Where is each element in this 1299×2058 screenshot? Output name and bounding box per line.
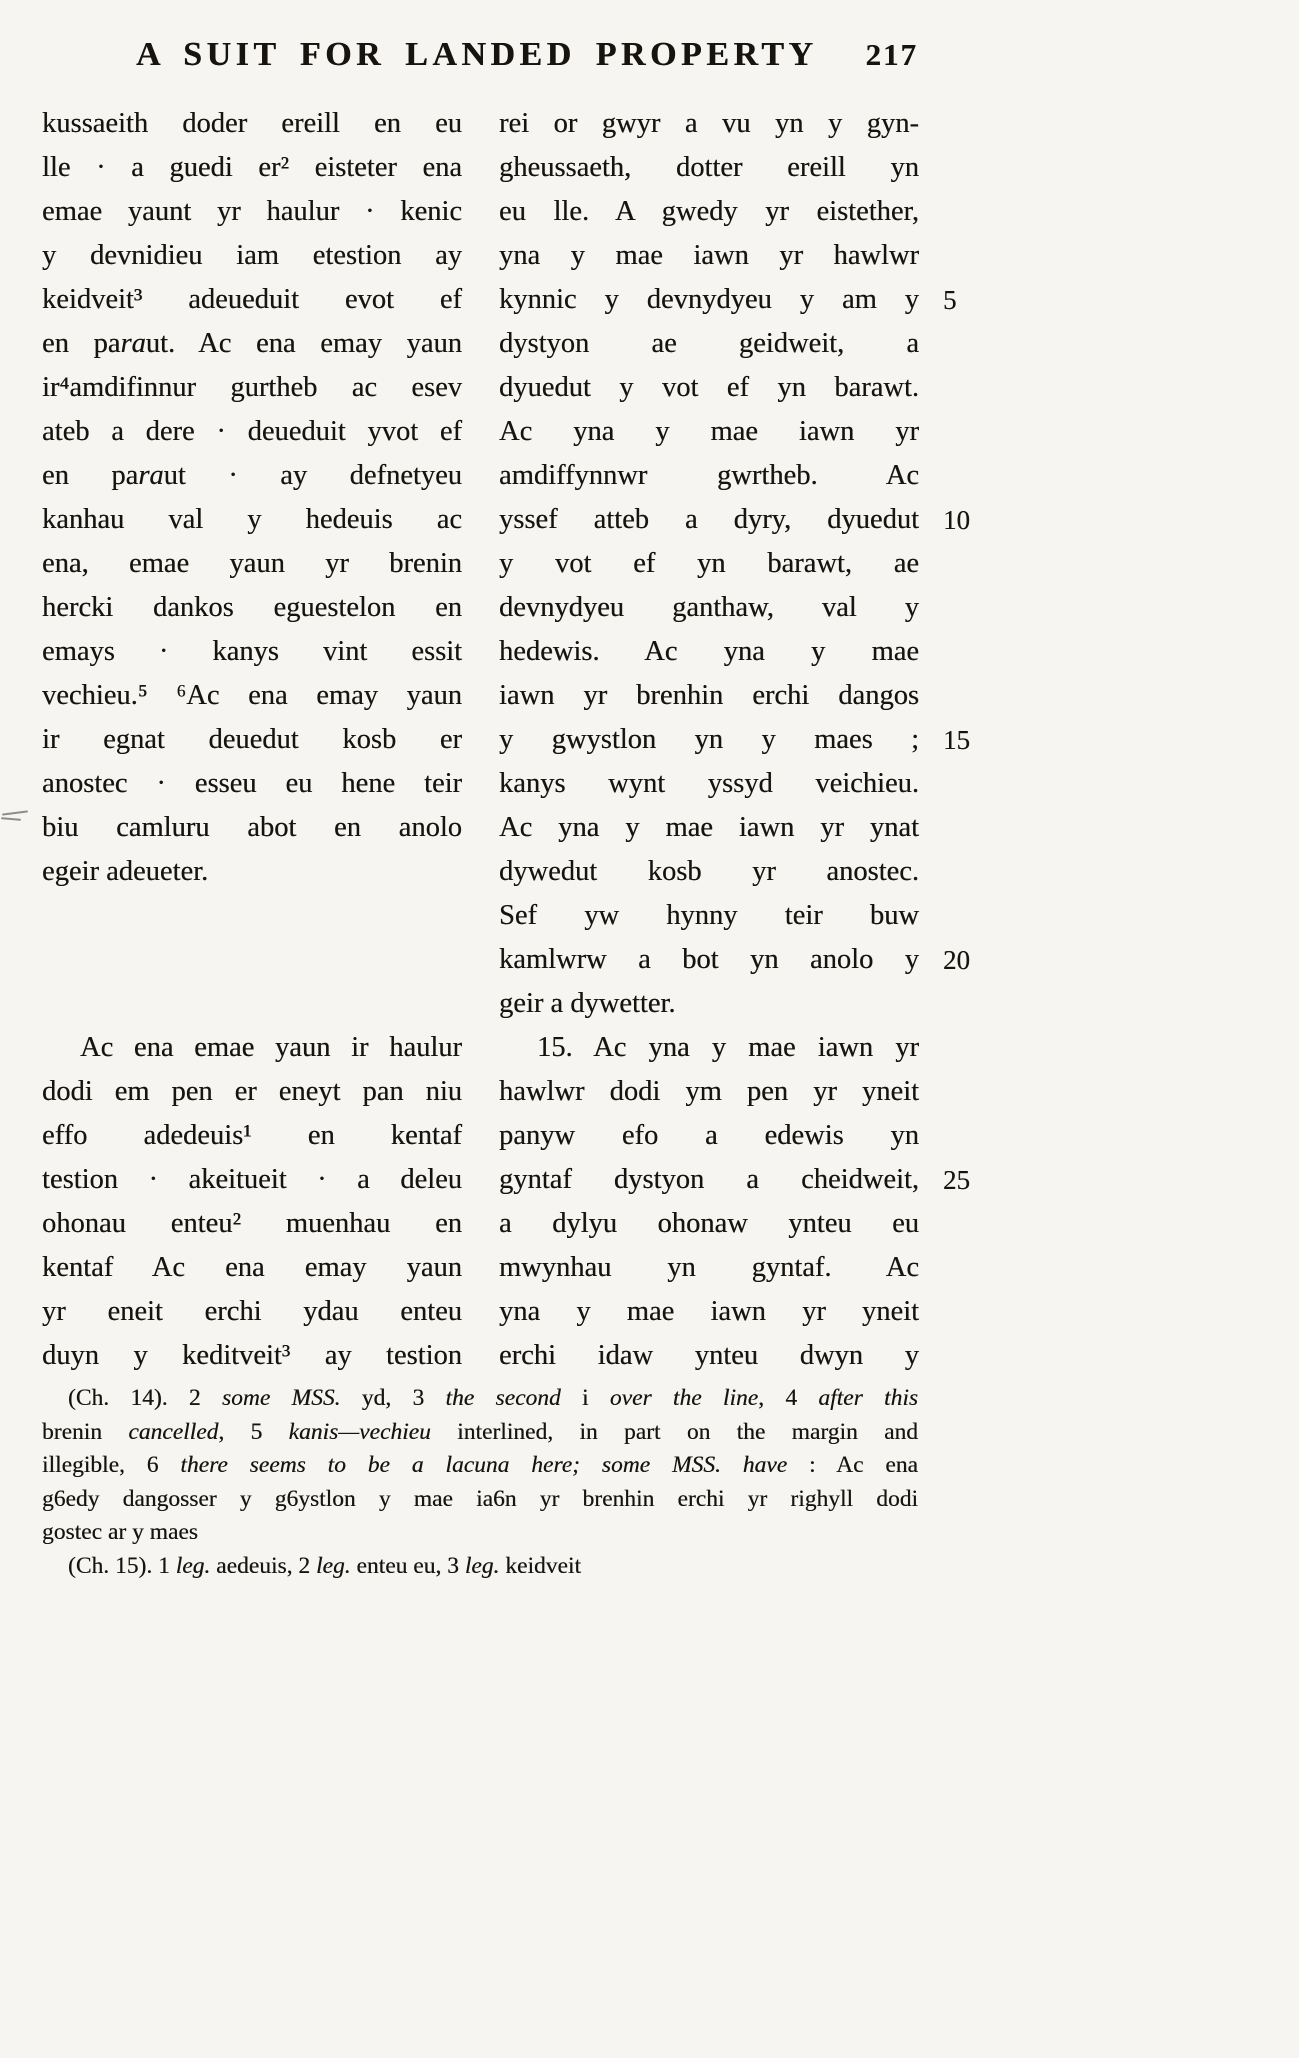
right-column (499, 102, 970, 1378)
text-segment: duyn y keditveit³ ay testion (42, 1340, 462, 1371)
text-line (499, 234, 919, 278)
text-segment: , 4 (758, 1385, 819, 1411)
text-segment: ohonau enteu² muenhau en (42, 1208, 462, 1239)
text-segment: vechieu.⁵ ⁶Ac ena emay yaun (42, 680, 462, 711)
text-segment: keidveit³ adeueduit evot ef (42, 284, 462, 315)
text-segment: i (582, 1385, 589, 1411)
text-line (499, 586, 919, 630)
text-line (42, 366, 462, 410)
text-line (499, 366, 919, 410)
text-line (499, 1070, 919, 1114)
text-segment: yna y mae iawn yr yneit (499, 1296, 919, 1327)
text-segment: emays · kanys vint essit (42, 636, 462, 667)
text-line (42, 1202, 462, 1246)
text-segment: y devnidieu iam etestion ay (42, 240, 462, 271)
margin-line-number: 15 (943, 725, 970, 755)
text-line (499, 850, 919, 894)
stray-mark-icon (2, 810, 34, 822)
text-line (42, 190, 462, 234)
text-segment: panyw efo a edewis yn (499, 1120, 919, 1151)
italic-text-segment: ra (138, 460, 164, 491)
italic-text-segment: there seems to be a lacuna here; some MSS. have (180, 1452, 788, 1478)
text-segment: en pa (42, 460, 139, 491)
page-heading: A SUIT FOR LANDED PROPERTY (135, 36, 818, 73)
text-segment: kanhau val y hedeuis ac (42, 504, 462, 535)
text-segment: ut · ay defnetyeu (163, 460, 462, 491)
footnote-line (42, 1449, 918, 1483)
text-segment: yr eneit erchi ydau enteu (42, 1296, 462, 1327)
text-segment: illegible, 6 (42, 1452, 181, 1478)
text-line (42, 1334, 462, 1378)
left-column (42, 102, 462, 1378)
text-segment: ir egnat deuedut kosb er (42, 724, 462, 755)
text-segment: interlined, in part on the margin and (430, 1418, 918, 1445)
text-segment: gyntaf dystyon a cheidweit, (499, 1164, 919, 1195)
text-segment: hedewis. Ac yna y mae (499, 636, 919, 667)
text-segment: , 5 (218, 1418, 289, 1445)
text-segment: g6edy dangosser y g6ystlon y mae ia6n yr brenhin erchi yr righyll dodi (42, 1485, 918, 1512)
text-segment: ateb a dere · deueduit yvot ef (42, 416, 462, 447)
text-segment: biu camluru abot en anolo (42, 812, 462, 843)
margin-line-number: 25 (943, 1165, 970, 1195)
text-segment: kamlwrw a bot yn anolo y (499, 944, 919, 975)
text-line (499, 1158, 970, 1202)
text-line (499, 1202, 919, 1246)
text-segment: gostec ar y maes (42, 1519, 198, 1545)
text-segment: ena, emae yaun yr brenin (42, 548, 462, 579)
text-segment: erchi idaw ynteu dwyn y (499, 1340, 919, 1371)
margin-line-number: 5 (943, 285, 957, 315)
text-line (499, 762, 919, 806)
text-line (499, 894, 919, 938)
italic-text-segment: some MSS. (221, 1385, 341, 1411)
text-line (499, 146, 919, 190)
text-segment: Ac yna y mae iawn yr ynat (499, 812, 919, 843)
text-line (499, 806, 919, 850)
text-line (42, 1114, 462, 1158)
text-segment: ir⁴amdifinnur gurtheb ac esev (42, 372, 462, 403)
text-segment: geir a dywetter. (499, 988, 676, 1019)
text-segment: emae yaunt yr haulur · kenic (42, 196, 462, 227)
text-segment: (Ch. 14). 2 (68, 1385, 222, 1411)
footnote-line (42, 1382, 918, 1416)
text-line (499, 630, 919, 674)
footnote-line (42, 1516, 918, 1550)
text-segment: amdiffynnwr gwrtheb. Ac (499, 460, 919, 491)
text-segment: brenin (42, 1418, 129, 1445)
page-header (118, 36, 918, 74)
text-line (499, 1026, 919, 1070)
text-segment: kynnic y devnydyeu y am y (499, 284, 919, 315)
text-line (499, 718, 970, 762)
text-segment: anostec · esseu eu hene teir (42, 768, 462, 799)
text-segment: Sef yw hynny teir buw (499, 900, 919, 931)
footnote-line (42, 1416, 918, 1450)
text-line (499, 674, 919, 718)
text-line (42, 542, 462, 586)
text-segment: Ac ena emae yaun ir haulur (80, 1032, 462, 1063)
text-line (42, 674, 462, 718)
text-segment: a dylyu ohonaw ynteu eu (499, 1208, 919, 1239)
text-segment: keidveit (499, 1552, 581, 1579)
text-line (42, 718, 462, 762)
italic-text-segment: the second (445, 1385, 583, 1411)
text-line (499, 498, 970, 542)
text-line (42, 630, 462, 674)
text-line (42, 1290, 462, 1334)
text-line (499, 1290, 919, 1334)
text-line (42, 498, 462, 542)
text-line (499, 102, 919, 146)
text-line (499, 322, 919, 366)
text-line (499, 1246, 919, 1290)
text-segment: effo adedeuis¹ en kentaf (42, 1120, 462, 1151)
text-segment: yssef atteb a dyry, dyuedut (499, 504, 919, 535)
text-line (499, 278, 957, 322)
text-line (42, 410, 462, 454)
text-segment: iawn yr brenhin erchi dangos (499, 680, 919, 711)
text-line (499, 938, 970, 982)
text-segment: Ac yna y mae iawn yr (499, 416, 919, 447)
text-line (42, 1158, 462, 1202)
text-segment: hercki dankos eguestelon en (42, 592, 462, 623)
text-segment: : Ac ena (787, 1452, 918, 1478)
text-line (42, 278, 462, 322)
text-line (42, 146, 462, 190)
text-segment: devnydyeu ganthaw, val y (499, 592, 919, 623)
text-segment: testion · akeitueit · a deleu (42, 1164, 462, 1195)
text-segment: egeir adeueter. (42, 856, 209, 887)
italic-text-segment: over the line (588, 1385, 759, 1411)
footnote-line (42, 1550, 918, 1584)
text-segment: gheussaeth, dotter ereill yn (499, 152, 919, 183)
text-line (499, 454, 919, 498)
text-segment: eu lle. A gwedy yr eistether, (499, 196, 919, 227)
text-line (499, 982, 919, 1026)
text-segment: mwynhau yn gyntaf. Ac (499, 1252, 919, 1283)
text-line (42, 1246, 462, 1290)
text-line (499, 542, 919, 586)
margin-line-number: 20 (943, 945, 970, 975)
italic-text-segment: leg. (316, 1552, 351, 1579)
page-number: 217 (865, 37, 918, 72)
text-segment: rei or gwyr a vu yn y gyn- (499, 108, 919, 139)
text-line (499, 190, 919, 234)
margin-line-number: 10 (943, 505, 970, 535)
text-segment: yna y mae iawn yr hawlwr (499, 240, 919, 271)
italic-text-segment: ra (120, 328, 146, 359)
text-segment: hawlwr dodi ym pen yr yneit (499, 1076, 919, 1107)
text-segment: dywedut kosb yr anostec. (499, 856, 919, 887)
text-segment: aedeuis, 2 (210, 1552, 317, 1579)
text-line (499, 1114, 919, 1158)
text-segment: ut. Ac ena emay yaun (145, 328, 462, 359)
text-line (42, 1070, 462, 1114)
italic-text-segment: cancelled (128, 1418, 219, 1445)
text-line (42, 762, 462, 806)
italic-text-segment: leg. (464, 1552, 500, 1579)
text-segment: en pa (42, 328, 121, 359)
text-line (42, 234, 462, 278)
text-segment: yd, 3 (340, 1385, 446, 1411)
text-line (42, 850, 462, 894)
text-line (42, 1026, 462, 1070)
text-segment: y gwystlon yn y maes ; (499, 724, 919, 755)
text-segment: kanys wynt yssyd veichieu. (499, 768, 919, 799)
text-segment: dystyon ae geidweit, a (499, 328, 919, 359)
text-segment: kentaf Ac ena emay yaun (42, 1252, 462, 1283)
text-segment: enteu eu, 3 (350, 1552, 465, 1579)
italic-text-segment: kanis—vechieu (288, 1418, 431, 1445)
text-segment: y vot ef yn barawt, ae (499, 548, 919, 579)
footnotes (42, 1382, 918, 1583)
text-line (42, 102, 462, 146)
footnote-line (42, 1483, 918, 1517)
text-segment: kussaeith doder ereill en eu (42, 108, 462, 139)
text-segment: dodi em pen er eneyt pan niu (42, 1076, 462, 1107)
text-segment: lle · a guedi er² eisteter ena (42, 152, 462, 183)
italic-text-segment: after this (818, 1385, 919, 1411)
text-line (42, 806, 462, 850)
text-segment: (Ch. 15). 1 (68, 1552, 176, 1579)
text-segment: 15. Ac yna y mae iawn yr (537, 1032, 919, 1063)
italic-text-segment: leg. (175, 1552, 211, 1579)
text-line (42, 586, 462, 630)
text-line (499, 410, 919, 454)
text-line (499, 1334, 919, 1378)
text-line (42, 454, 462, 498)
text-segment: dyuedut y vot ef yn barawt. (499, 372, 919, 403)
text-line (42, 322, 462, 366)
